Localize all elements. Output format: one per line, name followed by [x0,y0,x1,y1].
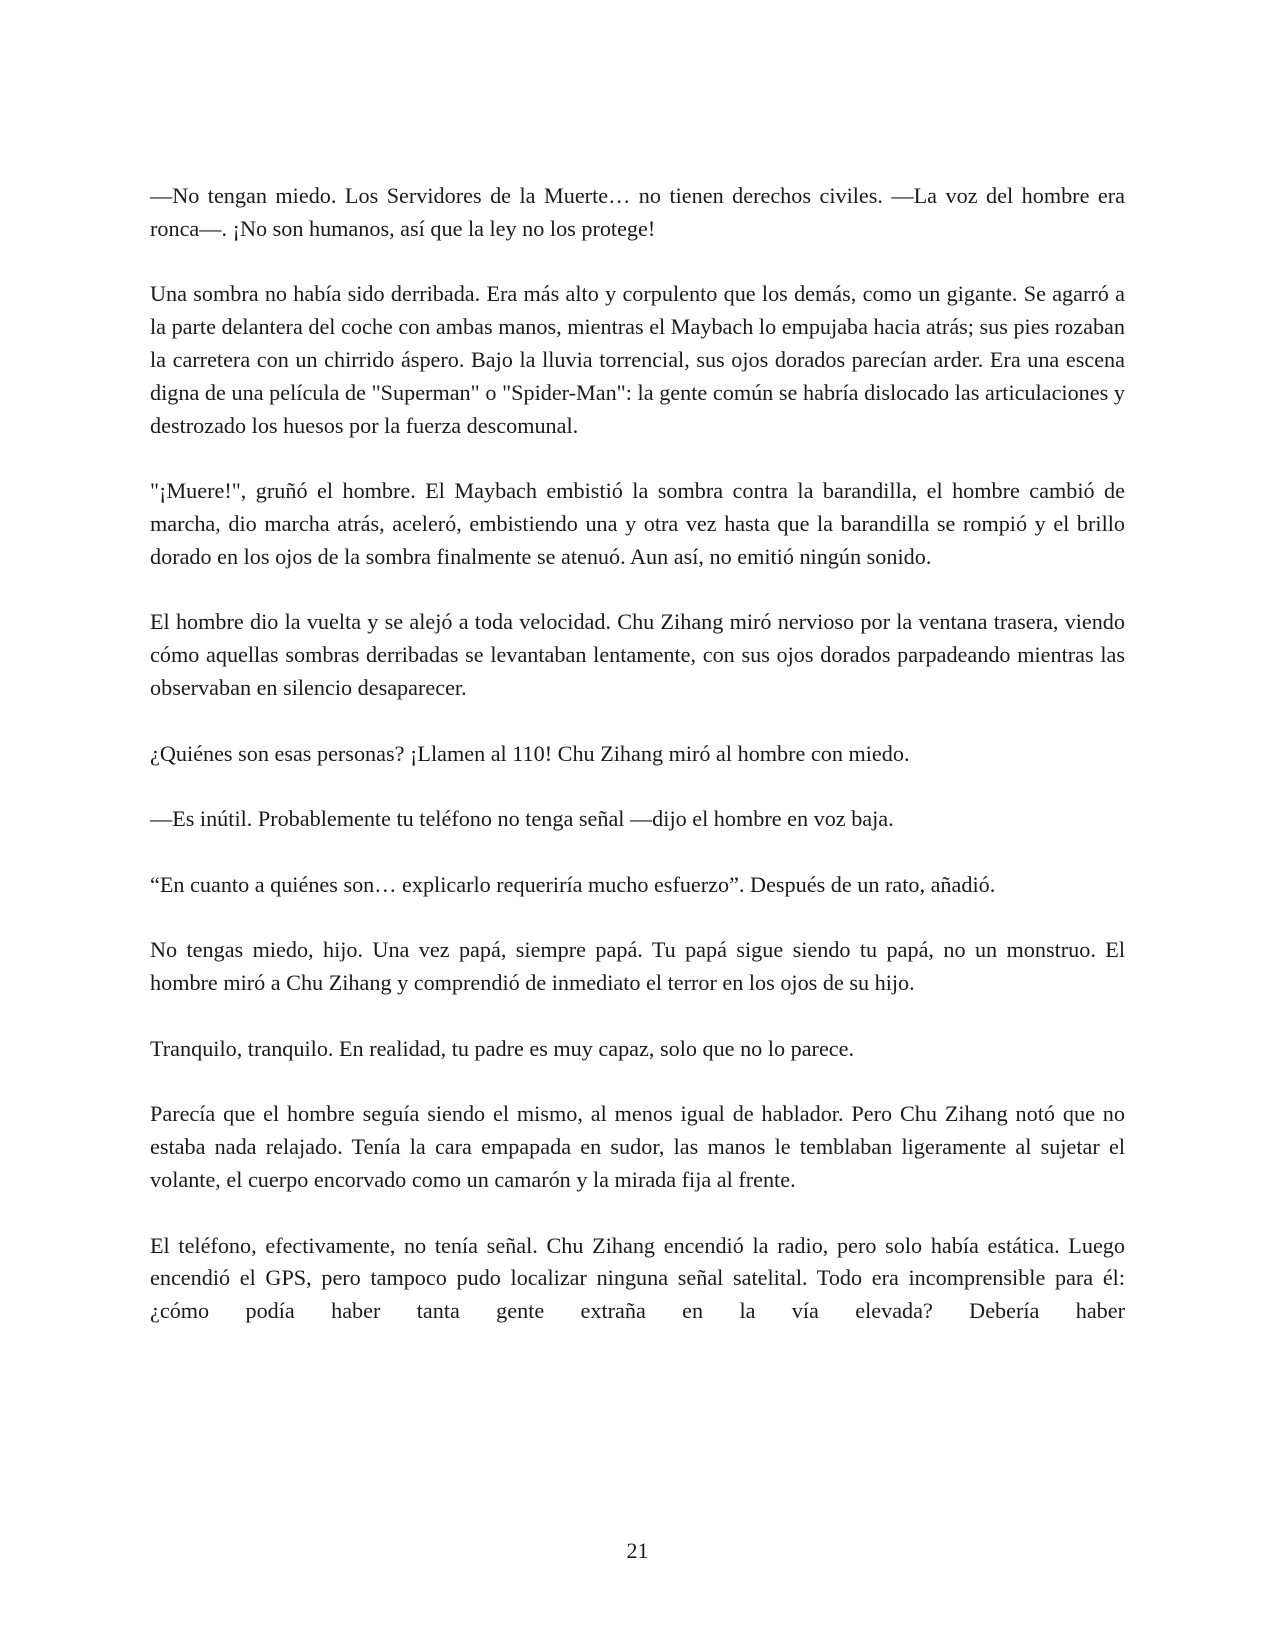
paragraph-10: Parecía que el hombre seguía siendo el mismo, al menos igual de hablador. Pero Chu Zihang notó que no estaba nada relajado. Tenía la cara empapada en sudor, las manos le temblaban ligeramente al sujetar el volante, el cuerpo encorvado como un camarón y la mirada fija al frente. [150,1101,1125,1192]
paragraph-9: Tranquilo, tranquilo. En realidad, tu padre es muy capaz, solo que no lo parece. [150,1035,855,1061]
paragraph-1: —No tengan miedo. Los Servidores de la Muerte… no tienen derechos civiles. —La voz del hombre era ronca—. ¡No son humanos, así que la ley no los protege! [150,183,1125,241]
paragraph-4: El hombre dio la vuelta y se alejó a toda velocidad. Chu Zihang miró nervioso por la ventana trasera, viendo cómo aquellas sombras derribadas se levantaban lentamente, con sus ojos dorados parpadeando mientras las observaban en silencio desaparecer. [150,609,1125,700]
paragraph-2: Una sombra no había sido derribada. Era más alto y corpulento que los demás, como un gigante. Se agarró a la parte delantera del coche con ambas manos, mientras el Maybach lo empujaba hacia atrás; sus pies rozaban la carretera con un chirrido áspero. Bajo la lluvia torrencial, sus ojos dorados parecían arder. Era una escena digna de una película de "Superman" o "Spider-Man": la gente común se habría dislocado las articulaciones y destrozado los huesos por la fuerza descomunal. [150,281,1125,438]
paragraph-8: No tengas miedo, hijo. Una vez papá, siempre papá. Tu papá sigue siendo tu papá, no un monstruo. El hombre miró a Chu Zihang y comprendió de inmediato el terror en los ojos de su hijo. [150,937,1125,996]
paragraph-3: "¡Muere!", gruñó el hombre. El Maybach embistió la sombra contra la barandilla, el hombre cambió de marcha, dio marcha atrás, aceleró, embistiendo una y otra vez hasta que la barandilla se rompió y el brillo dorado en los ojos de la sombra finalmente se atenuó. Aun así, no emitió ningún sonido. [150,478,1125,569]
paragraph-6: —Es inútil. Probablemente tu teléfono no tenga señal —dijo el hombre en voz baja. [150,806,894,832]
paragraph-11: El teléfono, efectivamente, no tenía señal. Chu Zihang encendió la radio, pero solo había estática. Luego encendió el GPS, pero tampoco pudo localizar ninguna señal satelital. Todo era incomprensible para él: ¿cómo podía haber tanta gente extraña en la vía elevada? Debería haber [150,1232,1125,1324]
paragraph-7: “En cuanto a quiénes son… explicarlo requeriría mucho esfuerzo”. Después de un rato, añadió. [150,871,996,897]
page-number: 21 [626,1538,649,1563]
paragraph-5: ¿Quiénes son esas personas? ¡Llamen al 110! Chu Zihang miró al hombre con miedo. [150,740,910,766]
body-text [150,180,1125,1361]
